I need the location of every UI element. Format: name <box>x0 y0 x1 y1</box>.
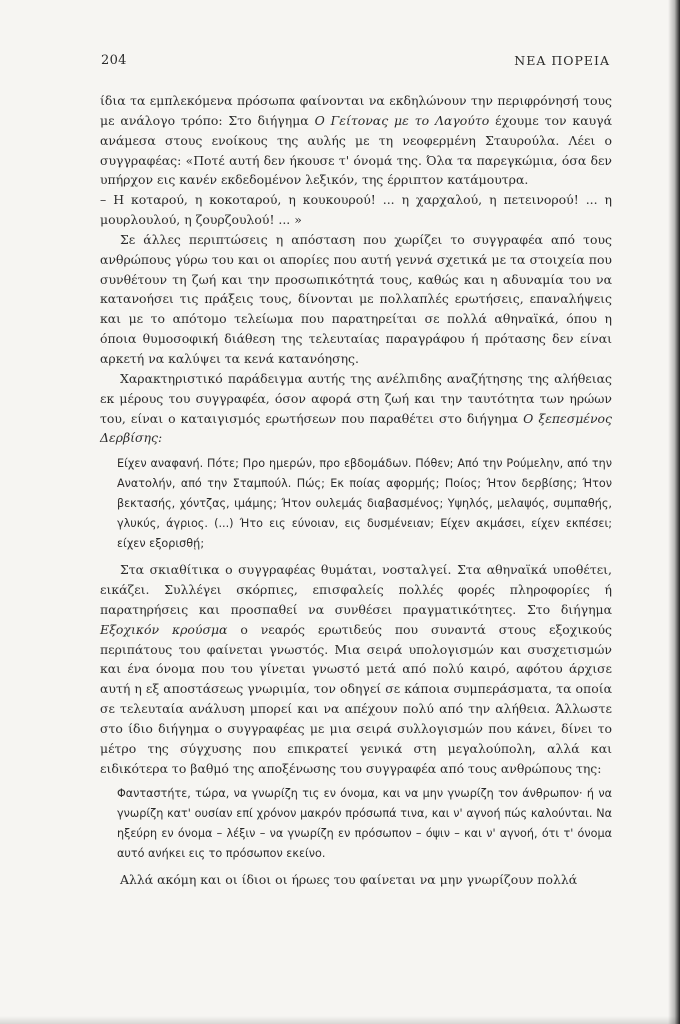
story-title: Εξοχικόν κρούσμα <box>100 621 228 637</box>
block-quote-1: Είχεν αναφανή. Πότε; Προ ημερών, προ εβδομάδων. Πόθεν; Από την Ρούμελην, από την Ανατολήν, από την Σταμπούλ. Πώς; Εκ ποίας αφορμής; Ποίος; Ήτον δερβίσης; Ήτον βεκτασής, χόντζας, ιμάμης; Ήτον ουλεμάς διαβασμένος; Υψηλός, μελαψός, συμπαθής, γλυκύς, άγριος. (...) Ήτο εις εύνοιαν, εις δυσμένειαν; Είχεν ακμάσει, είχεν εκπέσει; είχεν εξορισθῄ; <box>117 457 612 551</box>
paragraph-5-text-a: Στα σκιαθίτικα ο συγγραφέας θυμάται, νοσταλγεί. Στα αθηναϊκά υποθέτει, εικάζει. Συλλέγει σκόρπιες, επισφαλείς πολλές φορές πληροφορίες ή παρατηρήσεις και προσπαθεί να συνθέσει πραγματικότητες. Στο διήγημα <box>100 562 612 617</box>
paragraph-1-text-a: ίδια τα εμπλεκόμενα πρόσωπα φαίνονται να εκδηλώνουν την περιφρόνησή τους με ανάλογο τρόπο: Στο διήγημα <box>100 93 612 128</box>
paragraph-3: Σε άλλες περιπτώσεις η απόσταση που χωρίζει το συγγραφέα από τους ανθρώπους γύρω του και οι απορίες που αυτή γεννά σχετικά με τα στοιχεία που συνθέτουν τη ζωή και την προσωπικότητά τους, καθώς και η αδυναμία του να κατανοήσει τις πράξεις τους, δίνονται με πολλαπλές ερωτήσεις, επαναλήψεις και με το απότομο τελείωμα που παρατηρείται σε πολλά αθηναϊκά, όπου η όποια θυμοσοφική διάθεση της τελευταίας παραγράφου ή πρότασης δεν είναι αρκετή να καλύψει τα κενά κατανόησης. <box>100 231 612 366</box>
body-text <box>100 91 612 890</box>
paragraph-4-text: Χαρακτηριστικό παράδειγμα αυτής της ανέλπιδης αναζήτησης της αλήθειας εκ μέρους του συγγραφέα, όσον αφορά στη ζωή και την ταυτότητα των ηρώων του, είναι ο καταιγισμός ερωτήσεων που παραθέτει στο διήγημα <box>100 370 612 426</box>
page-bottom-shadow <box>0 1016 680 1024</box>
page-edge-shadow <box>668 0 680 1024</box>
paragraph-5-text-b: ο νεαρός ερωτιδεύς που συναντά στους εξοχικούς περιπάτους του φαίνεται γνωστός. Μια σειρά υπολογισμών και συσχετισμών και ένα όνομα που του γίνεται γνωστό μετά από πολύ καιρό, αφότου άρχισε αυτή η εξ αποστάσεως γνωριμία, τον οδηγεί σε κάποια συμπεράσματα, τα οποία σε τελευταία ανάλυση μπορεί και να απέχουν πολύ από την αλήθεια. Άλλωστε στο ίδιο διήγημα ο συγγραφέας με μια σειρά συλλογισμών που κάνει, δίνει το μέτρο της σύγχυσης που επικρατεί γενικά στη μεγαλούπολη, αλλά και ειδικότερα το βαθμό της αποξένωσης του συγγραφέα από τους ανθρώπους της: <box>100 621 612 776</box>
dialogue-line: – Η κοταρού, η κοκοταρού, η κουκουρού! ... η χαρχαλού, η πετεινορού! ... η μουρλουλού, η ζουρζουλού! ... » <box>100 192 612 228</box>
story-title: Ο Γείτονας με το Λαγούτο <box>314 112 490 128</box>
paragraph-1-text-b: έχουμε τον καυγά ανάμεσα στους ενοίκους της αυλής με τη νεοφερμένη Σταυρούλα. Λέει ο συγγραφέας: «Ποτέ αυτή δεν ήκουσε τ' όνομά της. Όλα τα παρεγκώμια, όσα δεν υπήρχον εις κανέν εκδεδομένον λεξικόν, της έρριπτον κατάμουτρα. <box>100 112 612 188</box>
running-head: ΝΕΑ ΠΟΡΕΙΑ <box>514 53 610 68</box>
paragraph-6: Αλλά ακόμη και οι ίδιοι οι ήρωες του φαίνεται να μην γνωρίζουν πολλά <box>120 872 578 888</box>
paragraph-1 <box>100 91 612 190</box>
block-quote-2: Φανταστήτε, τώρα, να γνωρίζη τις εν όνομα, και να μην γνωρίζη τον άνθρωπον· ή να γνωρίζη κατ' ουσίαν επί χρόνον μακρόν πρόσωπά τινα, και ν' αγνοή πώς καλούνται. Να ηξεύρη εν όνομα – λέξιν – να γνωρίζη εν πρόσωπον – όψιν – και ν' αγνοή, ότι τ' όνομα αυτό ανήκει εις το πρόσωπον εκείνο. <box>117 787 612 861</box>
paragraph-5 <box>100 560 612 778</box>
page-number: 204 <box>101 53 127 68</box>
paragraph-4 <box>100 369 612 448</box>
story-title: Ο ξεπεσμένος Δερβίσης: <box>100 410 612 446</box>
